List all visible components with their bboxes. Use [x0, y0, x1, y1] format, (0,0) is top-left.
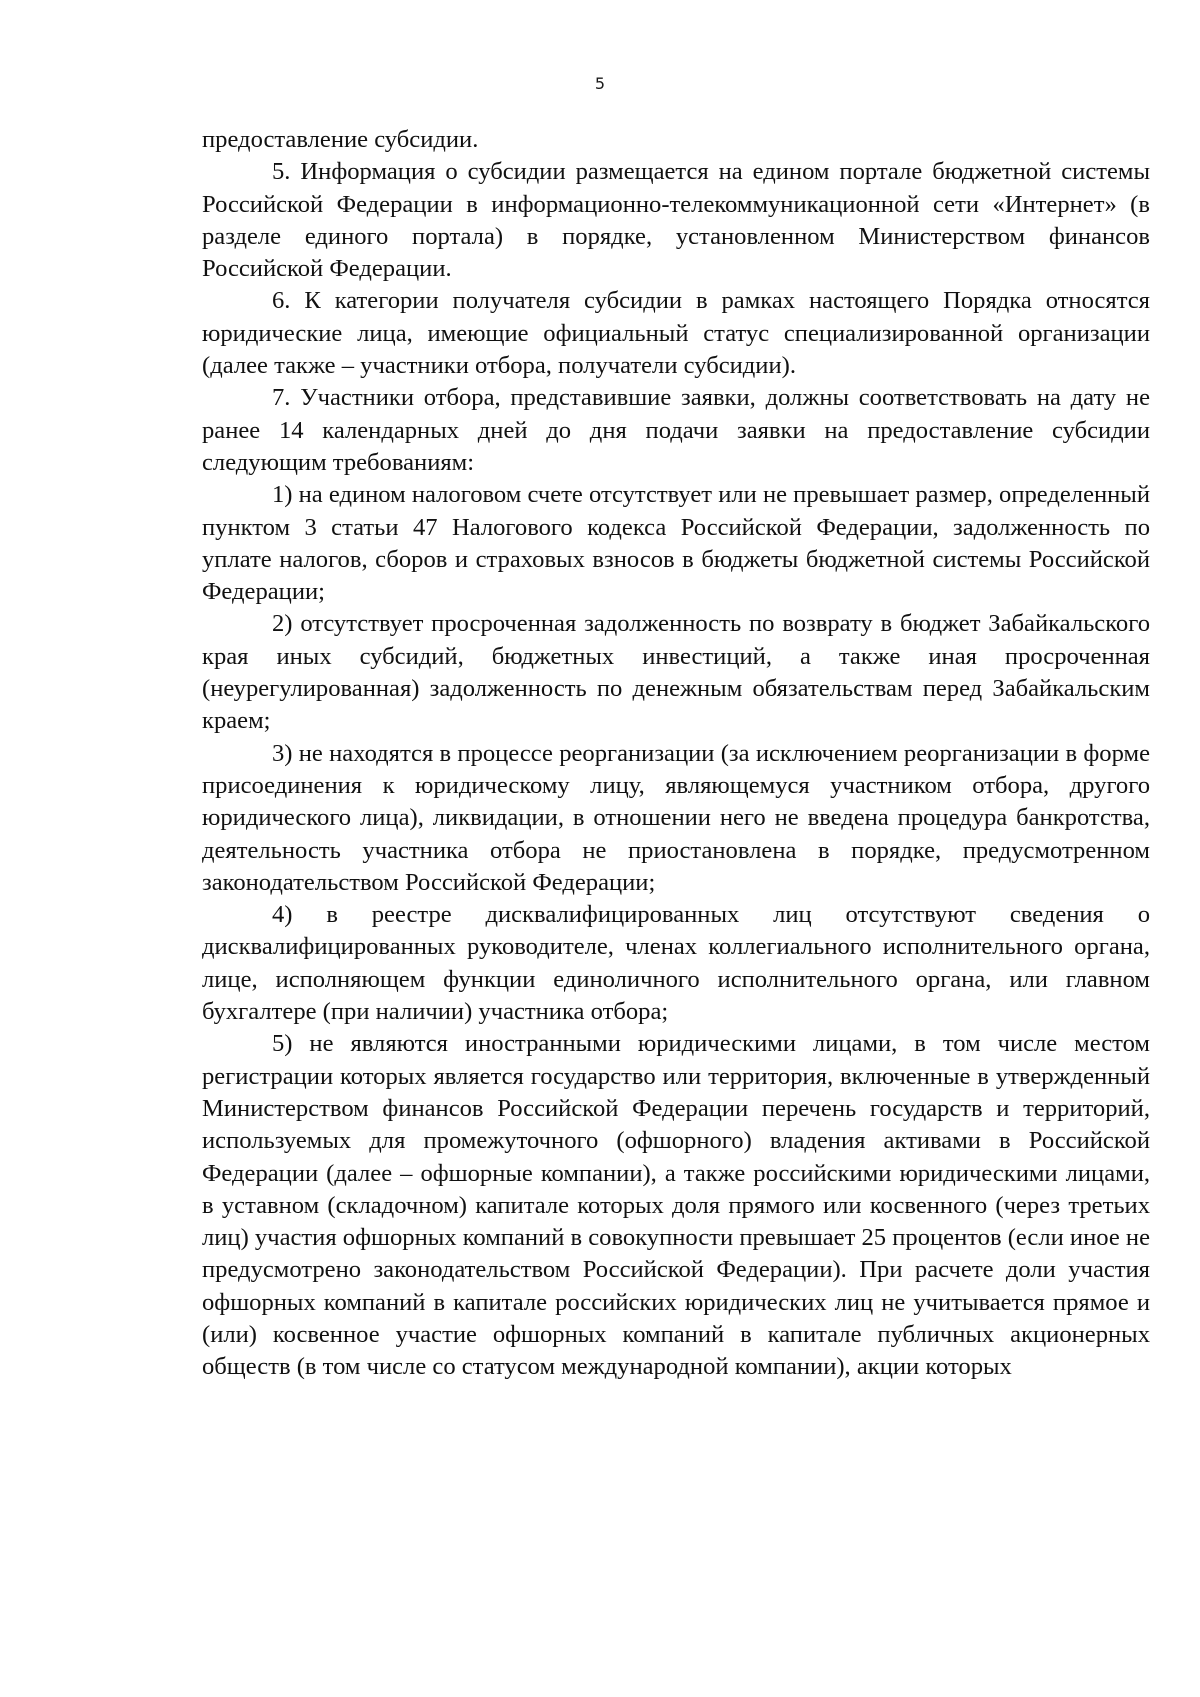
subparagraph-2: 2) отсутствует просроченная задолженность по возврату в бюджет Забайкальского края иных субсидий, бюджетных инвестиций, а также иная просроченная (неурегулированная) задолженность по денежным обязательствам перед Забайкальским краем; — [202, 610, 1150, 735]
subparagraph-4: 4) в реестре дисквалифицированных лиц отсутствуют сведения о дисквалифицированных руководителе, членах коллегиального исполнительного органа, лице, исполняющем функции единоличного исполнительного органа, или главном бухгалтере (при наличии) участника отбора; — [202, 901, 1150, 1026]
paragraph-continuation: предоставление субсидии. — [202, 126, 479, 153]
subparagraph-3: 3) не находятся в процессе реорганизации (за исключением реорганизации в форме присоединения к юридическому лицу, являющемуся участником отбора, другого юридического лица), ликвидации, в отношении него не введена процедура банкротства, деятельность участника отбора не приостановлена в порядке, предусмотренном законодательством Российской Федерации; — [202, 739, 1150, 896]
paragraph-item-7: 7. Участники отбора, представившие заявки, должны соответствовать на дату не ранее 14 календарных дней до дня подачи заявки на предоставление субсидии следующим требованиям: — [202, 384, 1150, 476]
subparagraph-1: 1) на едином налоговом счете отсутствует или не превышает размер, определенный пунктом 3 статьи 47 Налогового кодекса Российской Федерации, задолженность по уплате налогов, сборов и страховых взносов в бюджеты бюджетной системы Российской Федерации; — [202, 481, 1150, 606]
document-body — [202, 124, 1150, 1384]
page-number: 5 — [594, 74, 606, 93]
subparagraph-5: 5) не являются иностранными юридическими лицами, в том числе местом регистрации которых является государство или территория, включенные в утвержденный Министерством финансов Российской Федерации перечень государств и территорий, используемых для промежуточного (офшорного) владения активами в Российской Федерации (далее – офшорные компании), а также российскими юридическими лицами, в уставном (складочном) капитале которых доля прямого или косвенного (через третьих лиц) участия офшорных компаний в совокупности превышает 25 процентов (если иное не предусмотрено законодательством Российской Федерации). При расчете доли участия офшорных компаний в капитале российских юридических лиц не учитывается прямое и (или) косвенное участие офшорных компаний в капитале публичных акционерных обществ (в том числе со статусом международной компании), акции которых — [202, 1030, 1150, 1381]
paragraph-item-6: 6. К категории получателя субсидии в рамках настоящего Порядка относятся юридические лица, имеющие официальный статус специализированной организации (далее также – участники отбора, получатели субсидии). — [202, 287, 1150, 380]
paragraph-item-5: 5. Информация о субсидии размещается на едином портале бюджетной системы Российской Федерации в информационно-телекоммуникационной сети «Интернет» (в разделе единого портала) в порядке, установленном Министерством финансов Российской Федерации. — [202, 158, 1150, 283]
